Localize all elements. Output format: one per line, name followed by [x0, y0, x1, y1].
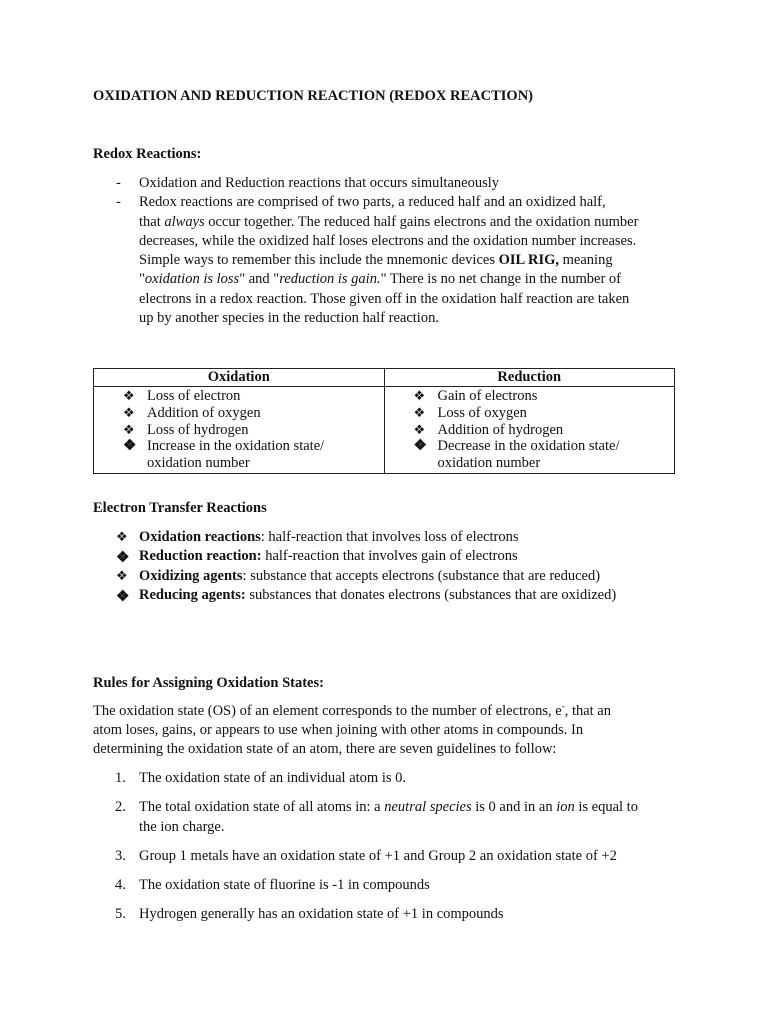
redox-item-1: Oxidation and Reduction reactions that occurs simultaneously: [139, 175, 500, 191]
rule-text: The oxidation state of an individual atom is 0.: [139, 770, 406, 786]
redox-item-2-line: Redox reactions are comprised of two parts, a reduced half and an oxidized half,: [139, 194, 606, 210]
diamond-bullet-icon: ❖: [413, 404, 426, 420]
table-list-item: oxidation number: [437, 455, 541, 472]
rule-text: The oxidation state of fluorine is -1 in compounds: [139, 877, 430, 893]
table-list-item: ❖ Addition of hydrogen: [413, 421, 564, 438]
redox-item-2-line: "oxidation is loss" and "reduction is gain." There is no net change in the number of: [139, 271, 621, 287]
electron-transfer-item: ❖ Reduction reaction: half-reaction that involves gain of electrons: [116, 548, 518, 566]
diamond-bullet-icon: ❖: [123, 438, 137, 455]
redox-item-2-line: Simple ways to remember this include the mnemonic devices OIL RIG, meaning: [139, 252, 613, 268]
dash-bullet: -: [116, 175, 121, 191]
redox-reactions-heading: Redox Reactions:: [93, 146, 202, 162]
rules-intro-line: atom loses, gains, or appears to use when joining with other atoms in compounds. In: [93, 722, 584, 738]
table-list-item: ❖ Addition of oxygen: [123, 404, 261, 421]
redox-item-2-line: that always occur together. The reduced half gains electrons and the oxidation number: [139, 214, 639, 230]
rules-intro-line: determining the oxidation state of an atom, there are seven guidelines to follow:: [93, 741, 557, 757]
electron-transfer-item: ❖ Oxidizing agents: substance that accepts electrons (substance that are reduced): [116, 568, 601, 584]
electron-transfer-heading: Electron Transfer Reactions: [93, 500, 267, 516]
rule-number: 1.: [115, 770, 126, 786]
electron-transfer-item: ❖ Oxidation reactions: half-reaction that involves loss of electrons: [116, 529, 519, 545]
rule-number: 5.: [115, 906, 126, 922]
diamond-bullet-icon: ❖: [116, 529, 128, 544]
rule-text: The total oxidation state of all atoms in: a neutral species is 0 and in an ion is equal to: [139, 799, 638, 815]
rule-number: 2.: [115, 799, 126, 815]
diamond-bullet-icon: ❖: [116, 589, 130, 605]
diamond-bullet-icon: ❖: [123, 388, 135, 403]
table-list-item: ❖ Decrease in the oxidation state/: [413, 438, 620, 455]
table-list-item: oxidation number: [147, 455, 250, 472]
redox-item-2-line: up by another species in the reduction half reaction.: [139, 310, 439, 326]
table-list-item: ❖ Gain of electrons: [413, 388, 538, 404]
redox-item-2-line: electrons in a redox reaction. Those given off in the oxidation half reaction are taken: [139, 291, 630, 307]
table-list-item: ❖ Loss of oxygen: [413, 404, 527, 421]
rule-number: 3.: [115, 848, 126, 864]
rules-heading: Rules for Assigning Oxidation States:: [93, 675, 324, 691]
rules-intro-line: The oxidation state (OS) of an element corresponds to the number of electrons, e-, that an: [93, 701, 611, 719]
rule-number: 4.: [115, 877, 126, 893]
table-list-item: ❖ Loss of hydrogen: [123, 421, 249, 438]
rule-text: the ion charge.: [139, 819, 225, 835]
diamond-bullet-icon: ❖: [413, 438, 427, 455]
oxidation-reduction-table: [93, 368, 675, 474]
table-list-item: ❖ Increase in the oxidation state/: [123, 438, 325, 455]
diamond-bullet-icon: ❖: [413, 421, 426, 437]
diamond-bullet-icon: ❖: [116, 568, 128, 583]
diamond-bullet-icon: ❖: [116, 550, 130, 566]
reduction-cell: [384, 387, 675, 474]
electron-transfer-item: ❖ Reducing agents: substances that donates electrons (substances that are oxidized): [116, 587, 617, 605]
table-list-item: ❖ Loss of electron: [123, 388, 241, 404]
document-title: OXIDATION AND REDUCTION REACTION (REDOX REACTION): [93, 88, 534, 104]
redox-item-2-line: decreases, while the oxidized half loses electrons and the oxidation number increases.: [139, 233, 637, 249]
table-header-oxidation: Oxidation: [94, 369, 385, 387]
rule-text: Group 1 metals have an oxidation state of +1 and Group 2 an oxidation state of +2: [139, 848, 617, 864]
oxidation-cell: [94, 387, 385, 474]
table-header-reduction: Reduction: [384, 369, 675, 387]
diamond-bullet-icon: ❖: [123, 421, 135, 437]
dash-bullet: -: [116, 194, 121, 210]
diamond-bullet-icon: ❖: [413, 388, 426, 403]
diamond-bullet-icon: ❖: [123, 404, 135, 420]
rule-text: Hydrogen generally has an oxidation state of +1 in compounds: [139, 906, 504, 922]
